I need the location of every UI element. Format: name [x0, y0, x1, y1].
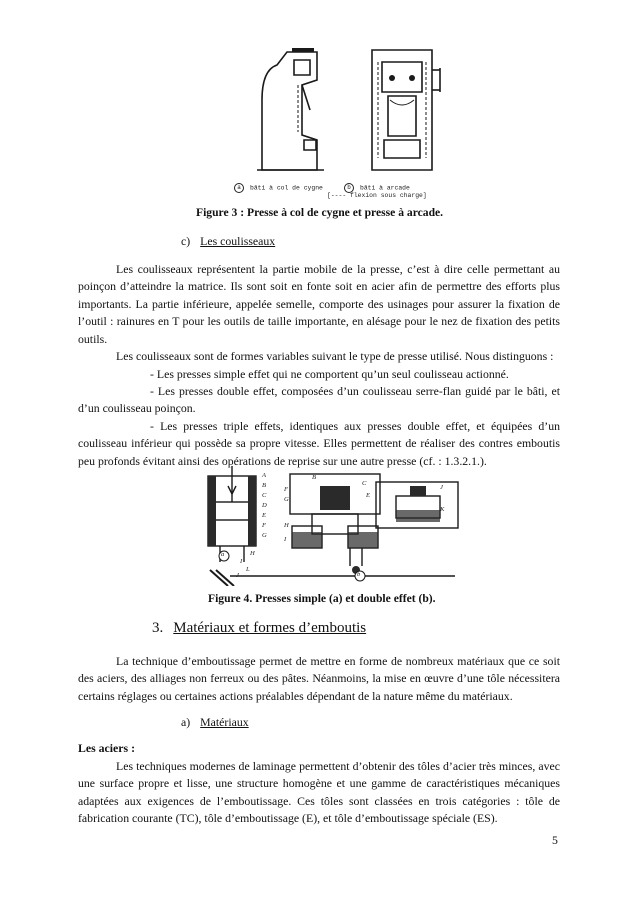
bullet-text: - Les presses simple effet qui ne comportent qu’un seul coulisseau actionné.	[150, 367, 509, 381]
fig4-label-A: A	[262, 472, 267, 479]
fig4-label-C: C	[262, 492, 267, 499]
fig4-label-E: E	[262, 512, 267, 519]
fig4-label-B: B	[262, 482, 267, 489]
section-a-label: a)	[181, 715, 191, 729]
fig4-label-H-right: H	[284, 522, 289, 529]
figure-3-legend-a	[234, 183, 323, 193]
figure-3-legend-flexion: [---- flexion sous charge]	[327, 192, 427, 199]
fig4-label-F-right: F	[284, 486, 289, 493]
press-tooling-svg	[200, 466, 470, 586]
bullet-triple-effet: - Les presses triple effets, identiques aux presses double effet, et équipées d’un coulisseau inférieur qui possède sa propre vitesse. Elles permettent de réaliser des contres emboutis peu profonds évitant ainsi des opérations de reprise sur une autre presse (cf. : 1.3.2.1.).	[78, 419, 560, 468]
section-3-title: Matériaux et formes d’emboutis	[173, 620, 367, 636]
section-c-heading	[181, 234, 275, 249]
fig4-label-G-right: G	[284, 496, 289, 503]
fig4-label-J-right: J	[440, 484, 443, 491]
legend-text-a: bâti à col de cygne	[250, 184, 323, 192]
legend-marker-a: a	[234, 183, 244, 193]
section-3-heading	[152, 620, 366, 637]
fig4-label-H: H	[250, 550, 255, 557]
bullet-double-effet: - Les presses double effet, composées d’un coulisseau serre-flan guidé par le bâti, et d’un coulisseau poinçon.	[78, 384, 560, 416]
legend-text-b: bâti à arcade	[360, 184, 410, 192]
fig4-label-I-right: I	[284, 536, 287, 543]
figure-3-caption: Figure 3 : Presse à col de cygne et presse à arcade.	[196, 206, 444, 219]
figure-4-drawing	[200, 466, 470, 586]
section-c-title: Les coulisseaux	[200, 234, 276, 248]
fig4-marker-J: J	[236, 572, 239, 579]
section-a-heading	[181, 715, 249, 730]
figure-4-caption: Figure 4. Presses simple (a) et double effet (b).	[208, 592, 436, 605]
paragraph-materiaux: La technique d’emboutissage permet de mettre en forme de nombreux matériaux que ce soit des aciers, des alliages non ferreux ou des pâtes. Néanmoins, la mise en œuvre d’une tôle nécessitera certains réglages ou certaines actions préalables dépendant de la nature même du matériaux.	[78, 654, 560, 703]
page-number: 5	[552, 833, 558, 847]
paragraph-coulisseaux-2: Les coulisseaux sont de formes variables suivant le type de presse utilisé. Nous distinguons :	[116, 349, 554, 363]
paragraph-aciers: Les techniques modernes de laminage permettent d’obtenir des tôles d’acier très minces, avec une surface propre et lisse, une structure homogène et une gamme de caractéristiques mécaniques adaptées aux exigences de l’emboutissage. Ces tôles sont classées en trois catégories : tôle de fabrication courante (TC), tôle d’emboutissage (E), et tôle d’emboutissage spéciale (ES).	[78, 759, 560, 826]
fig4-marker-b: b	[357, 571, 361, 578]
fig4-label-L: L	[246, 566, 250, 573]
subheading-aciers: Les aciers :	[78, 741, 135, 755]
figure-3-drawing	[232, 40, 442, 200]
section-a-title: Matériaux	[200, 715, 249, 729]
fig4-label-E-right: E	[366, 492, 371, 499]
fig4-label-F: F	[262, 522, 267, 529]
section-c-label: c)	[181, 234, 191, 248]
fig4-label-I: I	[240, 558, 243, 565]
paragraph-coulisseaux-1: Les coulisseaux représentent la partie mobile de la presse, c’est à dire celle permettant au poinçon d’atteindre la matrice. Ils sont soit en fonte soit en acier afin de permettre des efforts plus importants. La partie inférieure, appelée semelle, comporte des usinages pour assurer la fixation de l’outil : rainures en T pour les outils de taille importante, en alésage pour le nez de fixation des petits outils.	[78, 262, 560, 346]
fig4-marker-a: a	[221, 551, 225, 558]
press-diagrams-svg	[232, 40, 442, 180]
fig4-label-B-right: B	[312, 474, 317, 481]
bullet-simple-effet	[78, 366, 560, 383]
section-3-number: 3.	[152, 620, 164, 636]
fig4-label-G: G	[262, 532, 267, 539]
fig4-label-C-right: C	[362, 480, 367, 487]
fig4-label-K-right: K	[440, 506, 445, 513]
fig4-label-D: D	[262, 502, 267, 509]
legend-marker-b: b	[344, 183, 354, 193]
